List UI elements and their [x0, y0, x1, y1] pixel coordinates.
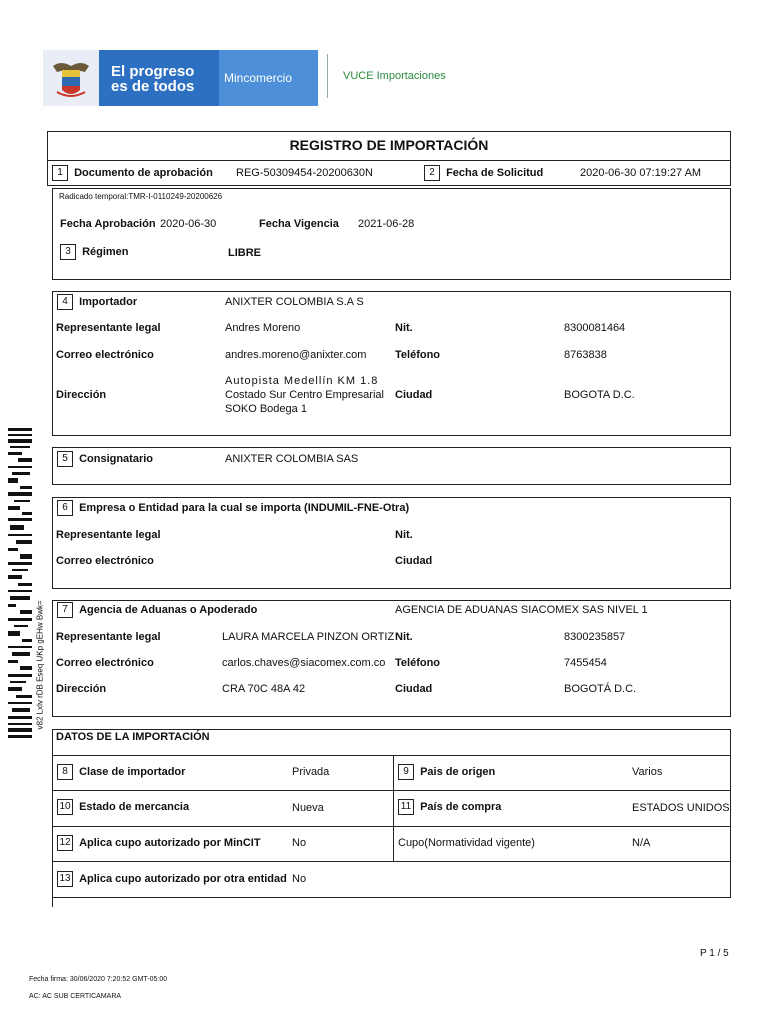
- data-row-line: [52, 861, 731, 862]
- ministry-box: [219, 50, 318, 106]
- city-value: BOGOTA D.C.: [564, 389, 635, 401]
- data-row-line: [52, 826, 731, 827]
- data-row-line: [52, 897, 731, 898]
- agency-name: AGENCIA DE ADUANAS SIACOMEX SAS NIVEL 1: [395, 604, 648, 616]
- agency-phone-label: Teléfono: [395, 657, 441, 669]
- field-12: [57, 835, 261, 851]
- entity-city-label: Ciudad: [395, 555, 433, 567]
- field-label: Fecha de Solicitud: [446, 166, 544, 179]
- entity-legal-rep-label: Representante legal: [56, 529, 161, 541]
- document-title: REGISTRO DE IMPORTACIÓN: [289, 137, 489, 153]
- barcode-text: v82 Lxlv rDB Eseq UKp gEHw Bwk=: [35, 600, 45, 730]
- consignee-box: [52, 447, 731, 485]
- field-10: [57, 799, 189, 815]
- certificate-authority: AC: AC SUB CERTICAMARA: [29, 993, 122, 1000]
- agency-legal-rep-label: Representante legal: [56, 631, 161, 643]
- data-top-border: [52, 729, 731, 730]
- field-number: 3: [60, 244, 76, 260]
- approval-box: [52, 188, 731, 280]
- origin-country-value: Varios: [632, 766, 663, 778]
- banner-slogan-box: [99, 50, 219, 106]
- field-label: Pais de origen: [420, 765, 496, 778]
- data-row-line: [52, 755, 731, 756]
- phone-value: 8763838: [564, 349, 607, 361]
- address-line2: Costado Sur Centro Empresarial: [225, 389, 384, 401]
- field-9: [398, 764, 495, 780]
- approval-date-value: 2020-06-30: [160, 218, 217, 230]
- email-value: andres.moreno@anixter.com: [225, 349, 367, 361]
- field-8: [57, 764, 185, 780]
- banner-slogan-line2: es de todos: [111, 78, 195, 95]
- importer-class-value: Privada: [292, 766, 330, 778]
- email-label: Correo electrónico: [56, 349, 154, 361]
- agency-email-value: carlos.chaves@siacomex.com.co: [222, 657, 386, 669]
- consignee-name: ANIXTER COLOMBIA SAS: [225, 453, 359, 465]
- field-1: [52, 165, 213, 181]
- field-2: [424, 165, 543, 181]
- approval-date-label: Fecha Aprobación: [60, 218, 156, 230]
- field-number: 11: [398, 799, 414, 815]
- nit-value: 8300081464: [564, 322, 626, 334]
- agency-nit-value: 8300235857: [564, 631, 626, 643]
- field-number: 12: [57, 835, 73, 851]
- field-number: 10: [57, 799, 73, 815]
- agency-legal-rep-value: LAURA MARCELA PINZON ORTIZ: [222, 631, 395, 643]
- system-name: VUCE Importaciones: [343, 70, 446, 82]
- address-line3: SOKO Bodega 1: [225, 403, 307, 415]
- field-11: [398, 799, 501, 815]
- field-label: Régimen: [82, 245, 129, 258]
- ministry-name: Mincomercio: [224, 71, 293, 85]
- purchase-country-value: ESTADOS UNIDOS: [632, 802, 730, 814]
- banner-slogan-line1: El progreso: [111, 63, 195, 80]
- agency-city-label: Ciudad: [395, 683, 433, 695]
- field-number: 6: [57, 500, 73, 516]
- agency-address-label: Dirección: [56, 683, 107, 695]
- temporary-filing-number: Radicado temporal:TMR-I-0110249-20200626: [59, 192, 223, 201]
- entity-email-label: Correo electrónico: [56, 555, 154, 567]
- field-label: Aplica cupo autorizado por MinCIT: [79, 836, 261, 849]
- importer-box: [52, 291, 731, 436]
- field-number: 1: [52, 165, 68, 181]
- gov-banner: [43, 50, 318, 106]
- header-divider: [327, 54, 328, 98]
- city-label: Ciudad: [395, 389, 433, 401]
- field-6: [57, 500, 409, 516]
- field-label: País de compra: [420, 800, 502, 813]
- field-number: 13: [57, 871, 73, 887]
- agency-nit-label: Nit.: [395, 631, 413, 643]
- other-entity-quota-value: No: [292, 873, 307, 885]
- field-number: 9: [398, 764, 414, 780]
- validity-date-label: Fecha Vigencia: [259, 218, 339, 230]
- field-label: Estado de mercancia: [79, 800, 190, 813]
- field-label: Documento de aprobación: [74, 166, 213, 179]
- field-number: 2: [424, 165, 440, 181]
- mincit-quota-value: No: [292, 837, 307, 849]
- validity-date-value: 2021-06-28: [358, 218, 415, 230]
- field-3: [60, 244, 129, 260]
- field-number: 5: [57, 451, 73, 467]
- entity-nit-label: Nit.: [395, 529, 413, 541]
- goods-state-value: Nueva: [292, 802, 324, 814]
- field-label: Aplica cupo autorizado por otra entidad: [79, 872, 287, 885]
- signature-date: Fecha firma: 30/06/2020 7:20:52 GMT-05:00: [29, 976, 168, 983]
- field-number: 8: [57, 764, 73, 780]
- field-number: 7: [57, 602, 73, 618]
- nit-label: Nit.: [395, 322, 413, 334]
- importer-name: ANIXTER COLOMBIA S.A S: [225, 296, 364, 308]
- field-5: [57, 451, 153, 467]
- legal-rep-value: Andres Moreno: [225, 322, 301, 334]
- phone-label: Teléfono: [395, 349, 441, 361]
- field-7: [57, 602, 257, 618]
- agency-phone-value: 7455454: [564, 657, 607, 669]
- legal-rep-label: Representante legal: [56, 322, 161, 334]
- import-data-title: DATOS DE LA IMPORTACIÓN: [56, 731, 210, 743]
- title-divider: [47, 160, 731, 161]
- field-label: Importador: [79, 295, 138, 308]
- quota-regulation-label: Cupo(Normatividad vigente): [398, 837, 535, 849]
- data-row-line: [52, 790, 731, 791]
- data-column-divider: [393, 755, 394, 861]
- address-label: Dirección: [56, 389, 107, 401]
- field-4: [57, 294, 137, 310]
- page-number: P 1 / 5: [700, 948, 729, 959]
- field-label: Consignatario: [79, 452, 154, 465]
- agency-city-value: BOGOTÁ D.C.: [564, 683, 637, 695]
- field-13: [57, 871, 287, 887]
- field-label: Agencia de Aduanas o Apoderado: [79, 603, 258, 616]
- address-line1: Autopista Medellín KM 1.8: [225, 375, 379, 387]
- agency-address-value: CRA 70C 48A 42: [222, 683, 306, 695]
- agency-email-label: Correo electrónico: [56, 657, 154, 669]
- request-date-value: 2020-06-30 07:19:27 AM: [580, 167, 702, 179]
- regime-value: LIBRE: [228, 247, 261, 259]
- barcode-image: [8, 428, 32, 738]
- coat-of-arms-icon: [49, 56, 93, 100]
- field-label: Empresa o Entidad para la cual se importa (INDUMIL-FNE-Otra): [79, 501, 410, 514]
- approval-document-value: REG-50309454-20200630N: [236, 167, 373, 179]
- field-label: Clase de importador: [79, 765, 186, 778]
- quota-regulation-value: N/A: [632, 837, 651, 849]
- field-number: 4: [57, 294, 73, 310]
